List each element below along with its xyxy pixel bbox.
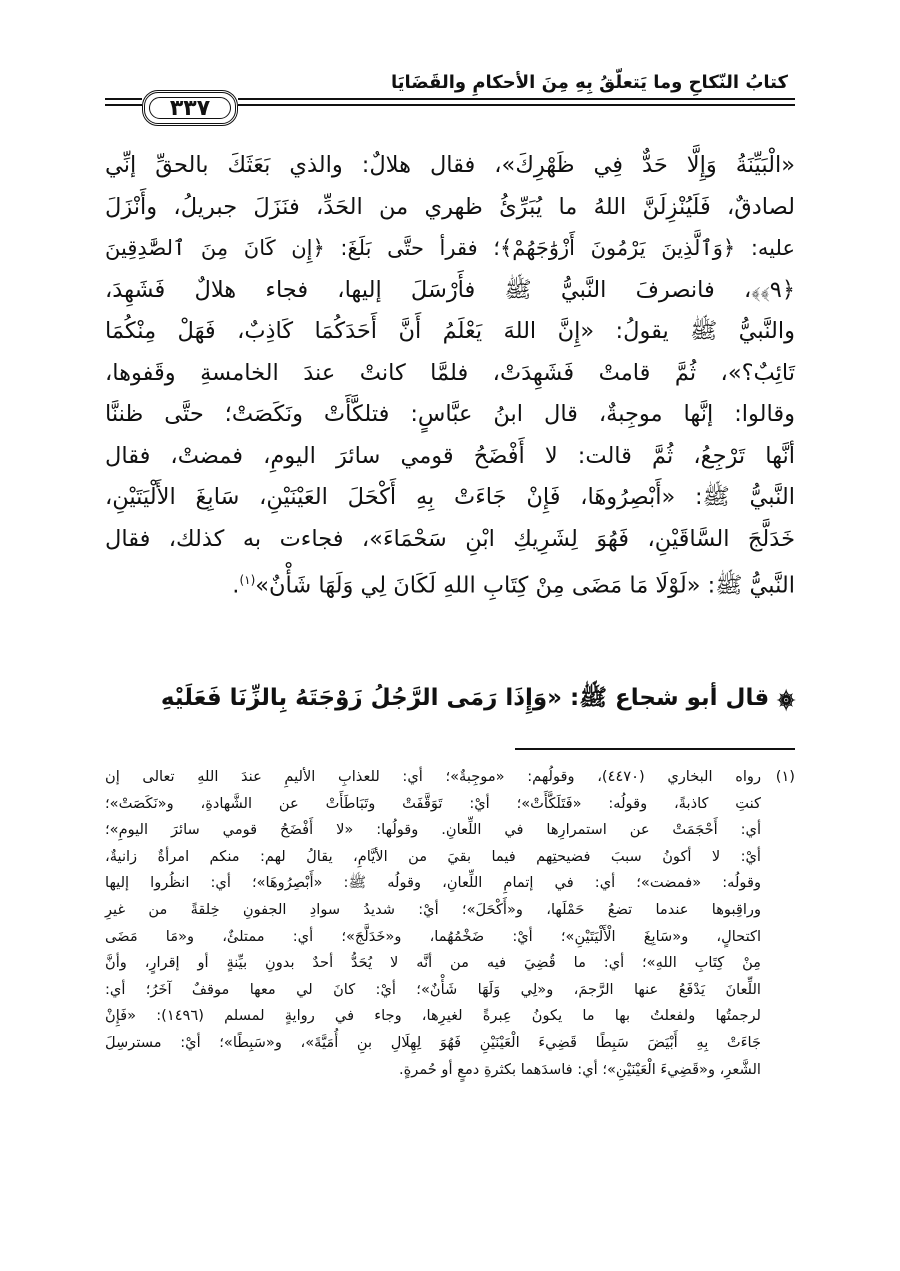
footnote-number: (١) xyxy=(775,768,795,785)
footnote-line xyxy=(105,897,795,924)
footnote-line xyxy=(105,924,795,951)
header-rule-right-top xyxy=(238,98,795,100)
footnote-line xyxy=(105,977,795,1004)
footnote-text: أيْ: لا أكونُ سببَ فضيحتِهم فيما بقيَ من الأيَّامِ، يقالُ لهم: منكم امرأةٌ زانيةٌ، xyxy=(105,847,761,865)
footnote-text: وقولُه: «فمضت»؛ أي: في إتمامِ اللِّعانِ، وقولُه ﷺ: «أَبْصِرُوهَا»؛ أي: انظُروا إليها xyxy=(105,874,761,892)
footnote-line xyxy=(105,950,795,977)
main-text xyxy=(105,145,795,607)
footnote-text: اللِّعانَ يَدْفَعُ عنها الرَّجمَ، و«لِي وَلَهَا شَأْنٌ»؛ أيْ: كانَ لي معها موقفٌ آخَرُ؛ أي: xyxy=(105,980,761,998)
footnote-reference: (١) xyxy=(239,573,256,587)
footnote-text: رواه البخاري (٤٤٧٠)، وقولُهم: «موجِبةٌ»؛ أي: للعذابِ الأليمِ عندَ اللهِ تعالى إن xyxy=(105,768,761,785)
header-rule-right-bottom xyxy=(238,104,795,106)
footnote-text: وراقِبوها عندما تضعُ حَمْلَها، و«أَكْحَلَ»؛ أيْ: شديدُ سوادِ الجفونِ خِلقةً من غيرِ xyxy=(105,900,761,918)
footnote-text: لرجمتُها ولفعلتُ بها ما يكونُ عِبرةً لغيرِها، وجاء في روايةٍ لمسلم (١٤٩٦): «فَإِنْ xyxy=(105,1007,761,1025)
footnote-line xyxy=(105,1030,795,1057)
text-line: وقالوا: إنَّها موجِبةٌ، قال ابنُ عبَّاسٍ: فتلكَّأَتْ ونَكَصَتْ؛ حتَّى ظننَّا xyxy=(105,401,795,427)
footnote-text: كنتِ كاذبةً، وقولُه: «فَتَلَكَّأَتْ»؛ أيْ: تَوَقَّفَتْ وتَبَاطَأَتْ عن الشَّهادةِ، و«نَكَصَتْ»؛ xyxy=(105,794,761,812)
footnote-line xyxy=(105,844,795,871)
text-line: تَائِبٌ؟»، ثُمَّ قامتْ فَشَهِدَتْ، فلمَّا كانتْ عندَ الخامسةِ وقَفوها، xyxy=(105,359,795,386)
text-line: أنَّها تَرْجِعُ، ثُمَّ قالت: لا أَفْضَحُ قومي سائرَ اليومِ، فمضتْ، فقال xyxy=(105,442,795,469)
footnote-separator xyxy=(515,748,795,750)
text-line: ﴿٩﴾﴾، فانصرفَ النَّبيُّ ﷺ فأَرْسَلَ إليها، فجاء هلالٌ فَشَهِدَ، xyxy=(105,276,795,303)
text-line: عليه: ﴿وَٱلَّذِينَ يَرْمُونَ أَزْوَٰجَهُمْ﴾؛ فقرأ حتَّى بَلَغَ: ﴿إِن كَانَ مِنَ ٱلصَّٰدِقِينَ xyxy=(105,236,795,260)
text-line: خَدَلَّجَ السَّاقَيْنِ، فَهُوَ لِشَرِيكِ ابْنِ سَحْمَاءَ»، فجاءت به كذلك، فقال xyxy=(105,525,795,552)
text-line-last: النَّبيُّ ﷺ: «لَوْلَا مَا مَضَى مِنْ كِتَابِ اللهِ لَكَانَ لِي وَلَهَا شَأْنٌ»$^{(١)}$. xyxy=(232,572,795,599)
footnote-text: اكتحالٍ، و«سَابِغَ الْأَلْيَتَيْنِ»؛ أيْ: ضَخْمُهُما، و«خَدَلَّجَ»؛ أي: ممتلئٌ، و«مَا مَضَى xyxy=(105,927,761,945)
header-rule-left-bottom xyxy=(105,104,142,106)
page-number-frame xyxy=(142,90,238,126)
running-header-title: كتابُ النّكاحِ وما يَتعلّقُ بِهِ مِنَ الأحكامِ والقَضَايَا xyxy=(390,72,788,93)
footnote-line xyxy=(105,764,795,791)
footnotes xyxy=(105,764,795,1083)
text-line: والنَّبيُّ ﷺ يقولُ: «إِنَّ اللهَ يَعْلَمُ أَنَّ أَحَدَكُمَا كَاذِبٌ، فَهَلْ مِنْكُمَا xyxy=(105,318,795,344)
footnote-line xyxy=(105,817,795,844)
footnote-line xyxy=(105,1057,795,1084)
text-line: لصادقٌ، فَلَيُنْزِلَنَّ اللهُ ما يُبَرِّئُ ظهري من الحَدِّ، فنَزَلَ جبريلُ، وأَنْزَلَ xyxy=(105,193,795,220)
footnote-line xyxy=(105,1003,795,1030)
footnote-text: جَاءَتْ بِهِ أَبْيَضَ سَبِطًا قَضِيءَ الْعَيْنَيْنِ فَهُوَ لِهِلَالِ بنِ أُمَيَّةَ»، و«سَبِطًا»؛ أيْ: مسترسِلَ xyxy=(105,1033,761,1051)
text-line: النَّبيُّ ﷺ: «أَبْصِرُوهَا، فَإِنْ جَاءَتْ بِهِ أَكْحَلَ العَيْنَيْنِ، سَابِغَ الأَلْيَتَيْنِ، xyxy=(105,484,795,510)
header-rule-left-top xyxy=(105,98,142,100)
text-line: «الْبَيِّنَةُ وَإِلَّا حَدٌّ فِي ظَهْرِكَ»، فقال هلالٌ: والذي بَعَثَكَ بالحقِّ إنِّي xyxy=(105,152,795,178)
footnote-text: الشَّعرِ، و«قَضِيءَ الْعَيْنَيْنِ»؛ أي: فاسدَهما بكثرةِ دمعٍ أو حُمرةٍ. xyxy=(399,1060,761,1078)
footnote-line xyxy=(105,791,795,818)
footnote-text: مِنْ كِتَابِ اللهِ»؛ أي: ما قُضِيَ فيه من أنَّه لا يُحَدُّ أحدٌ بدونِ بيِّنةٍ أو إقرارٍ، وأنَّ xyxy=(105,954,761,972)
page-number: ٣٣٧ xyxy=(169,95,211,121)
footnote-line xyxy=(105,870,795,897)
footnote-text: أي: أَحْجَمَتْ عن استمرارِها في اللِّعانِ. وقولُها: «لا أَفْضَحُ قومي سائرَ اليومِ»؛ xyxy=(105,821,761,839)
text-line-content: النَّبيُّ ﷺ: «لَوْلَا مَا مَضَى مِنْ كِتَابِ اللهِ لَكَانَ لِي وَلَهَا شَأْنٌ» xyxy=(255,572,795,599)
section-heading: ۞ قال أبو شجاع ﷺ: «وَإِذَا رَمَى الرَّجُلُ زَوْجَتَهُ بِالزِّنَا فَعَلَيْهِ xyxy=(160,685,795,711)
